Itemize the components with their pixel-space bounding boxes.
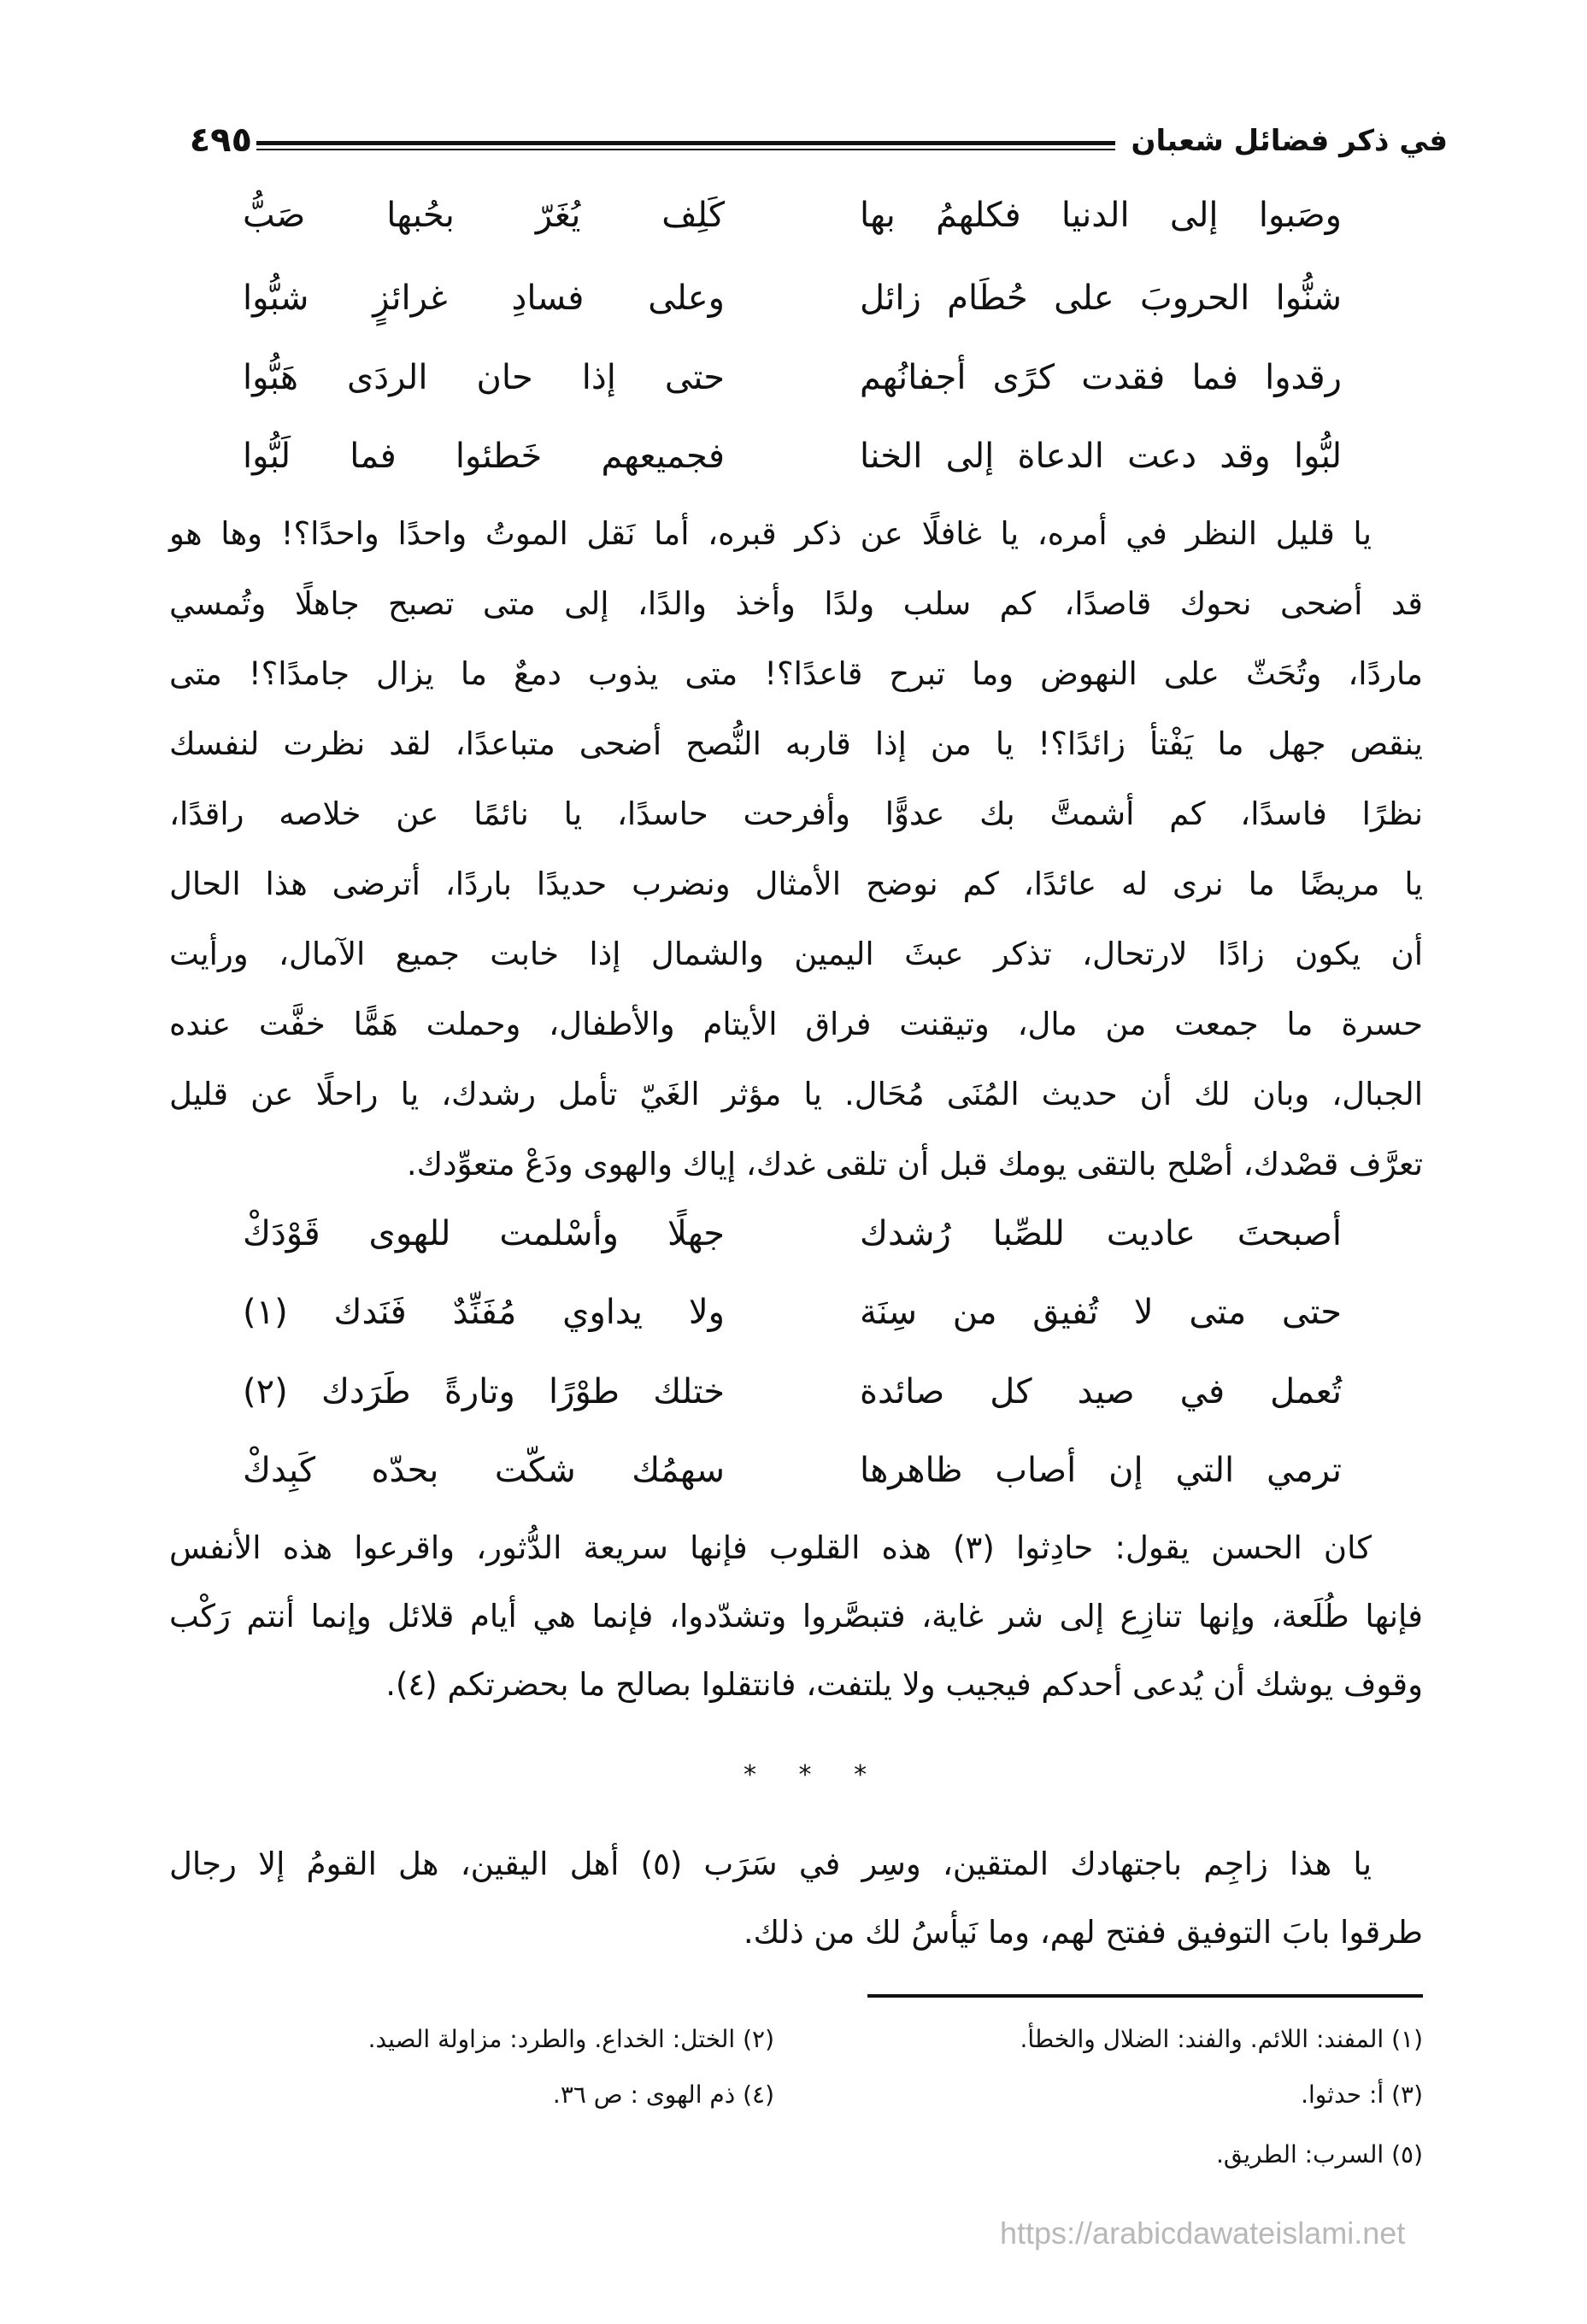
footnote: (٥) السرب: الطريق. xyxy=(1215,2140,1423,2168)
verse-second-hemistich: ولا يداوي مُفَنِّدٌ فَنَدك (١) xyxy=(243,1293,725,1332)
footnote: (٤) ذم الهوى : ص ٣٦. xyxy=(552,2080,774,2109)
header-rule xyxy=(256,141,1115,150)
verse-second-hemistich: سهمُك شكّت بحدّه كَبِدكْ xyxy=(243,1451,725,1490)
verse-first-hemistich: أصبحتَ عاديت للصِّبا رُشدك xyxy=(860,1214,1342,1253)
page-number: ٤٩٥ xyxy=(189,120,252,160)
verse-second-hemistich: وعلى فسادِ غرائزٍ شبُّوا xyxy=(243,279,725,318)
verse-second-hemistich: جهلًا وأسْلمت للهوى قَوْدَكْ xyxy=(243,1214,725,1253)
paragraph-line: حسرة ما جمعت من مال، وتيقنت فراق الأيتام والأطفال، وحملت هَمًّا خفَّت عنده xyxy=(169,1006,1423,1042)
verse-first-hemistich: لبُّوا وقد دعت الدعاة إلى الخنا xyxy=(860,437,1342,476)
paragraph-line: قد أضحى نحوك قاصدًا، كم سلب ولدًا وأخذ والدًا، إلى متى تصبح جاهلًا وتُمسي xyxy=(169,585,1423,622)
section-separator: * * * xyxy=(744,1760,885,1790)
verse-first-hemistich: شنُّوا الحروبَ على حُطَام زائل xyxy=(860,279,1342,318)
footnote: (٣) أ: حدثوا. xyxy=(1301,2080,1423,2109)
verse-second-hemistich: حتى إذا حان الردَى هَبُّوا xyxy=(243,358,725,397)
paragraph-line: يا مريضًا ما نرى له عائدًا، كم نوضح الأمثال ونضرب حديدًا باردًا، أترضى هذا الحال xyxy=(169,866,1423,902)
verse-second-hemistich: ختلك طوْرًا وتارةً طَرَدك (٢) xyxy=(243,1372,725,1411)
verse-first-hemistich: وصَبوا إلى الدنيا فكلهمُ بها xyxy=(860,196,1342,235)
paragraph-line: ينقص جهل ما يَفْتأ زائدًا؟! يا من إذا قاربه النُّصح أضحى متباعدًا، لقد نظرت لنفسك xyxy=(169,725,1423,762)
running-title: في ذكر فضائل شعبان xyxy=(1131,124,1448,158)
paragraph-line: طرقوا بابَ التوفيق ففتح لهم، وما نَيأسُ لك من ذلك. xyxy=(743,1914,1423,1951)
paragraph-line: فإنها طُلَعة، وإنها تنازِع إلى شر غاية، فتبصَّروا وتشدّدوا، فإنما هي أيام قلائل وإنما أنتم رَكْب xyxy=(169,1598,1423,1634)
footnote: (١) المفند: اللائم. والفند: الضلال والخطأ. xyxy=(1020,2025,1423,2053)
paragraph-line: تعرَّف قصْدك، أصْلح بالتقى يومك قبل أن تلقى غدك، إياك والهوى ودَعْ متعوِّدك. xyxy=(406,1146,1423,1183)
paragraph-line: أن يكون زادًا لارتحال، تذكر عبثَ اليمين والشمال إذا خابت جميع الآمال، ورأيت xyxy=(169,936,1423,972)
verse-first-hemistich: تُعمل في صيد كل صائدة xyxy=(860,1372,1342,1411)
verse-second-hemistich: فجميعهم خَطئوا فما لَبُّوا xyxy=(243,437,725,476)
paragraph-line: الجبال، وبان لك أن حديث المُنَى مُحَال. يا مؤثر الغَيّ تأمل رشدك، يا راحلًا عن قليل xyxy=(169,1076,1423,1112)
paragraph-line: ماردًا، وتُحَثّ على النهوض وما تبرح قاعدًا؟! متى يذوب دمعٌ ما يزال جامدًا؟! متى xyxy=(169,655,1423,692)
paragraph-line: كان الحسن يقول: حادِثوا (٣) هذه القلوب فإنها سريعة الدُّثور، واقرعوا هذه الأنفس xyxy=(169,1529,1372,1566)
verse-first-hemistich: حتى متى لا تُفيق من سِنَة xyxy=(860,1293,1342,1332)
paragraph-line: يا هذا زاجِم باجتهادك المتقين، وسِر في سَرَب (٥) أهل اليقين، هل القومُ إلا رجال xyxy=(169,1846,1372,1882)
verse-first-hemistich: رقدوا فما فقدت كرًى أجفانُهم xyxy=(860,358,1342,397)
verse-first-hemistich: ترمي التي إن أصاب ظاهرها xyxy=(860,1451,1342,1490)
verse-second-hemistich: كَلِف يُغَرّ بحُبها صَبُّ xyxy=(243,196,725,235)
footnote-rule xyxy=(867,1994,1423,1998)
paragraph-line: نظرًا فاسدًا، كم أشمتَّ بك عدوًّا وأفرحت حاسدًا، يا نائمًا عن خلاصه راقدًا، xyxy=(169,795,1423,832)
paragraph-line: يا قليل النظر في أمره، يا غافلًا عن ذكر قبره، أما نَقل الموتُ واحدًا واحدًا؟! وها هو xyxy=(169,515,1372,552)
paragraph-line: وقوف يوشك أن يُدعى أحدكم فيجيب ولا يلتفت، فانتقلوا بصالح ما بحضرتكم (٤). xyxy=(385,1666,1423,1703)
footnote: (٢) الختل: الخداع. والطرد: مزاولة الصيد. xyxy=(367,2025,774,2053)
watermark: https://arabicdawateislami.net xyxy=(1000,2215,1406,2251)
